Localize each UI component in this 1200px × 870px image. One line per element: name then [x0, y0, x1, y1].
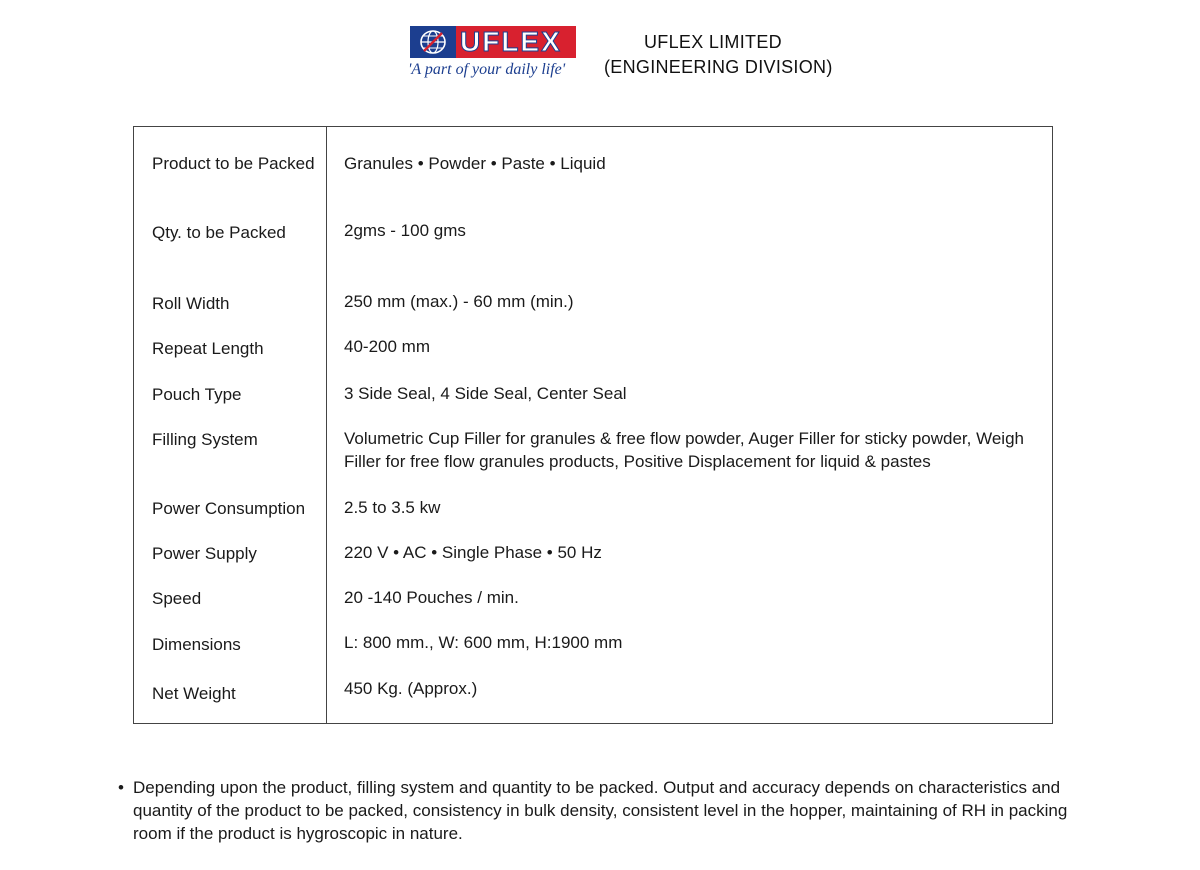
spec-label-filling-system: Filling System: [152, 430, 258, 449]
spec-value-power-supply: 220 V • AC • Single Phase • 50 Hz: [344, 543, 602, 562]
uflex-logo: [410, 26, 576, 58]
company-line-2: (ENGINEERING DIVISION): [604, 57, 833, 77]
spec-label-speed: Speed: [152, 589, 202, 608]
globe-icon: [410, 26, 456, 58]
spec-table: [133, 126, 1053, 724]
spec-value-net-weight: 450 Kg. (Approx.): [344, 679, 478, 698]
spec-value-roll-width: 250 mm (max.) - 60 mm (min.): [344, 292, 574, 311]
spec-label-net-weight: Net Weight: [152, 684, 236, 703]
column-divider: [326, 127, 327, 723]
spec-label-product: Product to be Packed: [152, 154, 315, 173]
footnote: [118, 776, 1068, 845]
logo-tagline: 'A part of your daily life': [408, 61, 566, 78]
spec-label-power-supply: Power Supply: [152, 544, 257, 563]
spec-value-speed: 20 -140 Pouches / min.: [344, 588, 519, 607]
company-line-1: UFLEX LIMITED: [644, 32, 782, 52]
spec-label-qty: Qty. to be Packed: [152, 223, 286, 242]
spec-value-qty: 2gms - 100 gms: [344, 221, 466, 240]
spec-value-repeat-length: 40-200 mm: [344, 337, 430, 356]
spec-value-dimensions: L: 800 mm., W: 600 mm, H:1900 mm: [344, 633, 623, 652]
bullet-icon: •: [118, 778, 124, 797]
spec-value-pouch-type: 3 Side Seal, 4 Side Seal, Center Seal: [344, 384, 627, 403]
footnote-text: Depending upon the product, filling system and quantity to be packed. Output and accuracy depends on characteristics and quantity of the product to be packed, consistency in bulk density, consistent level in the hopper, maintaining of RH in packing room if the product is hygroscopic in nature.: [133, 778, 1068, 843]
spec-label-roll-width: Roll Width: [152, 294, 230, 313]
spec-value-power-consumption: 2.5 to 3.5 kw: [344, 498, 441, 517]
company-name: [604, 30, 854, 80]
spec-label-power-consumption: Power Consumption: [152, 499, 306, 518]
spec-value-product: Granules • Powder • Paste • Liquid: [344, 154, 606, 173]
spec-value-filling-system: Volumetric Cup Filler for granules & free flow powder, Auger Filler for sticky powder, Weigh Filler for free flow granules products, Positive Displacement for liquid & pastes: [344, 429, 1024, 471]
spec-label-repeat-length: Repeat Length: [152, 339, 264, 358]
logo-text: UFLEX: [460, 26, 562, 57]
spec-label-dimensions: Dimensions: [152, 635, 241, 654]
spec-label-pouch-type: Pouch Type: [152, 385, 242, 404]
